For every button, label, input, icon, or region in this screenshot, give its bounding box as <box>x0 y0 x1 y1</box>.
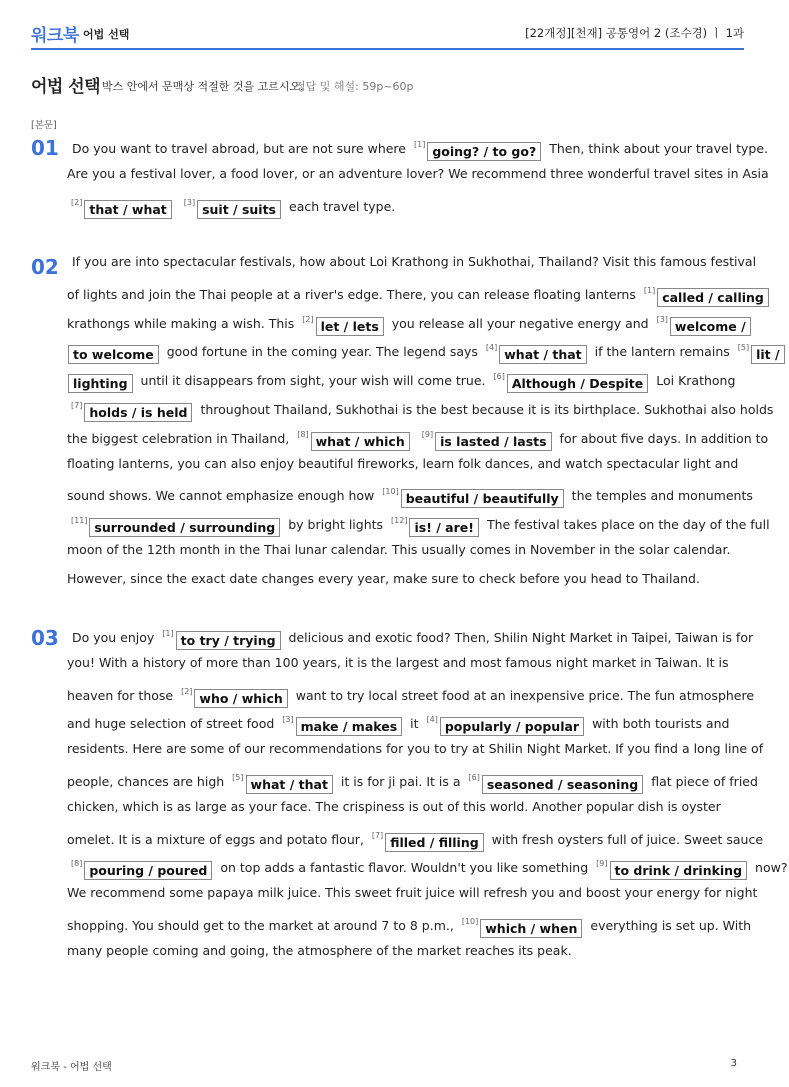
text: with fresh oysters full of juice. Sweet sauce <box>491 831 764 847</box>
page-footer <box>31 1058 737 1073</box>
text: If you are into spectacular festivals, how about Loi Krathong in Sukhothai, Thailand? Visit this famous festival <box>72 254 757 269</box>
text: of lights and join the Thai people at a river's edge. There, you can release floating lanterns <box>67 286 636 302</box>
choice-box[interactable]: is lasted / lasts <box>435 432 551 451</box>
choice-box[interactable]: popularly / popular <box>440 717 584 736</box>
choice-box[interactable]: lighting <box>68 374 133 393</box>
blank-number: [2] <box>181 686 193 696</box>
text: throughout Thailand, Sukhothai is the best because it is its birthplace. Sukhothai also holds <box>200 401 774 417</box>
choice-box[interactable]: which / when <box>480 919 582 938</box>
blank-number: [1] <box>643 285 656 295</box>
text: shopping. You should get to the market at around 7 to 8 p.m., <box>67 917 454 933</box>
text: it is for ji pai. It is a <box>340 773 461 789</box>
text: We recommend some papaya milk juice. This sweet fruit juice will refresh you and boost your energy for night <box>67 885 758 901</box>
choice-box[interactable]: make / makes <box>296 717 403 736</box>
blank-number: [3] <box>282 715 294 725</box>
text: you! With a history of more than 100 years, it is the largest and most famous night market in Taiwan. It is <box>67 654 729 670</box>
brand-subtitle: 어법 선택 <box>83 28 130 41</box>
text: However, since the exact date changes every year, make sure to check before you head to Thailand. <box>67 570 700 586</box>
blank-number: [7] <box>371 830 384 840</box>
text: with both tourists and <box>592 716 730 732</box>
choice-box[interactable]: surrounded / surrounding <box>89 518 280 537</box>
text: residents. Here are some of our recommendations for you to try at Shilin Night Market. If you find a long line of <box>67 741 764 757</box>
choice-box[interactable]: pouring / poured <box>84 861 212 880</box>
text: Then, think about your travel type. <box>549 141 769 156</box>
blank-number: [8] <box>71 859 83 869</box>
course-label: [22개정][천재] 공통영어 2 (조수경) ㅣ 1과 <box>525 26 744 40</box>
choice-box[interactable]: welcome / <box>670 317 751 336</box>
choice-box[interactable]: filled / filling <box>385 833 484 852</box>
blank-number: [3] <box>183 197 196 207</box>
text: and huge selection of street food <box>67 716 275 732</box>
text: everything is set up. With <box>590 917 752 933</box>
blank-number: [6] <box>468 772 480 782</box>
blank-number: [9] <box>596 859 608 869</box>
text: each travel type. <box>289 198 396 214</box>
passage-03 <box>67 620 788 966</box>
text: sound shows. We cannot emphasize enough how <box>67 488 375 504</box>
choice-box[interactable]: suit / suits <box>197 200 281 219</box>
text: you release all your negative energy and <box>391 315 649 331</box>
blank-number: [1] <box>413 140 426 149</box>
choice-box[interactable]: what / that <box>246 775 333 794</box>
text: Loi Krathong <box>656 373 736 389</box>
choice-box[interactable]: to drink / drinking <box>610 861 748 880</box>
blank-number: [2] <box>302 314 314 324</box>
section-instruction: 박스 안에서 문맥상 적절한 것을 고르시오. <box>102 80 304 93</box>
passage-02 <box>67 248 780 594</box>
blank-number: [7] <box>71 400 83 410</box>
blank-number: [5] <box>232 772 244 782</box>
blank-number: [4] <box>485 343 498 353</box>
text: now? <box>755 860 788 876</box>
blank-number: [10] <box>382 487 399 497</box>
choice-box[interactable]: lit / <box>751 345 784 364</box>
section-title: 어법 선택 <box>31 77 101 97</box>
text: delicious and exotic food? Then, Shilin Night Market in Taipei, Taiwan is for <box>288 630 754 645</box>
text: chicken, which is as large as your face. The crispiness is out of this world. Another popular dish is oyster <box>67 798 721 814</box>
text: krathongs while making a wish. This <box>67 315 295 331</box>
choice-box[interactable]: is! / are! <box>409 518 478 537</box>
choice-box[interactable]: Although / Despite <box>507 374 648 393</box>
text: people, chances are high <box>67 773 225 789</box>
text: the temples and monuments <box>571 488 753 504</box>
text: floating lanterns, you can also enjoy beautiful fireworks, learn folk dances, and watch spectacular light and <box>67 455 739 471</box>
text: for about five days. In addition to <box>559 430 769 446</box>
passage-01 <box>67 131 769 217</box>
choice-box[interactable]: that / what <box>84 200 171 219</box>
choice-box[interactable]: who / which <box>194 689 287 708</box>
blank-number: [10] <box>461 916 479 926</box>
choice-box[interactable]: let / lets <box>316 317 384 336</box>
blank-number: [2] <box>71 197 83 207</box>
choice-box[interactable]: holds / is held <box>84 403 192 422</box>
blank-number: [1] <box>162 629 174 638</box>
text-label: [본문] <box>31 120 57 131</box>
blank-number: [3] <box>656 314 668 324</box>
text: if the lantern remains <box>594 344 730 360</box>
answer-reference: 정답 및 해설: 59p~60p <box>295 80 414 93</box>
text: by bright lights <box>288 517 384 533</box>
text: Are you a festival lover, a food lover, or an adventure lover? We recommend three wonderful travel sites in Asia <box>67 165 769 181</box>
choice-box[interactable]: beautiful / beautifully <box>401 489 564 508</box>
blank-number: [6] <box>493 372 505 382</box>
blank-number: [8] <box>297 429 309 439</box>
blank-number: [12] <box>391 516 408 526</box>
text: heaven for those <box>67 687 174 703</box>
text: it <box>410 716 419 732</box>
text: omelet. It is a mixture of eggs and potato flour, <box>67 831 364 847</box>
blank-number: [11] <box>71 516 88 526</box>
footer-label: 워크북 - 어법 선택 <box>31 1062 112 1073</box>
text: The festival takes place on the day of the full <box>486 517 770 533</box>
choice-box[interactable]: called / calling <box>657 288 769 307</box>
page-number: 3 <box>730 1058 737 1069</box>
passage-number: 01 <box>31 136 59 160</box>
text: good fortune in the coming year. The legend says <box>166 344 478 360</box>
blank-number: [4] <box>426 715 438 725</box>
text: moon of the 12th month in the Thai lunar calendar. This usually comes in November in the solar calendar. <box>67 541 731 557</box>
text: on top adds a fantastic flavor. Wouldn't you like something <box>220 860 589 876</box>
choice-box[interactable]: what / that <box>499 345 586 364</box>
choice-box[interactable]: what / which <box>311 432 410 451</box>
text: flat piece of fried <box>651 773 758 789</box>
blank-number: [5] <box>737 343 750 353</box>
choice-box[interactable]: to welcome <box>68 345 159 364</box>
text: want to try local street food at an inexpensive price. The fun atmosphere <box>295 687 755 703</box>
text: Do you enjoy <box>72 630 155 645</box>
choice-box[interactable]: seasoned / seasoning <box>482 775 643 794</box>
text: until it disappears from sight, your wish will come true. <box>140 373 486 389</box>
passage-number: 03 <box>31 626 59 650</box>
text: many people coming and going, the atmosphere of the market reaches its peak. <box>67 942 572 958</box>
choice-box[interactable]: going? / to go? <box>427 142 541 161</box>
choice-box[interactable]: to try / trying <box>176 631 281 650</box>
text: the biggest celebration in Thailand, <box>67 430 290 446</box>
text: Do you want to travel abroad, but are not sure where <box>72 141 406 156</box>
blank-number: [9] <box>421 429 434 439</box>
brand-title: 워크북 <box>31 26 79 46</box>
passage-number: 02 <box>31 255 59 279</box>
page-header <box>31 20 744 50</box>
